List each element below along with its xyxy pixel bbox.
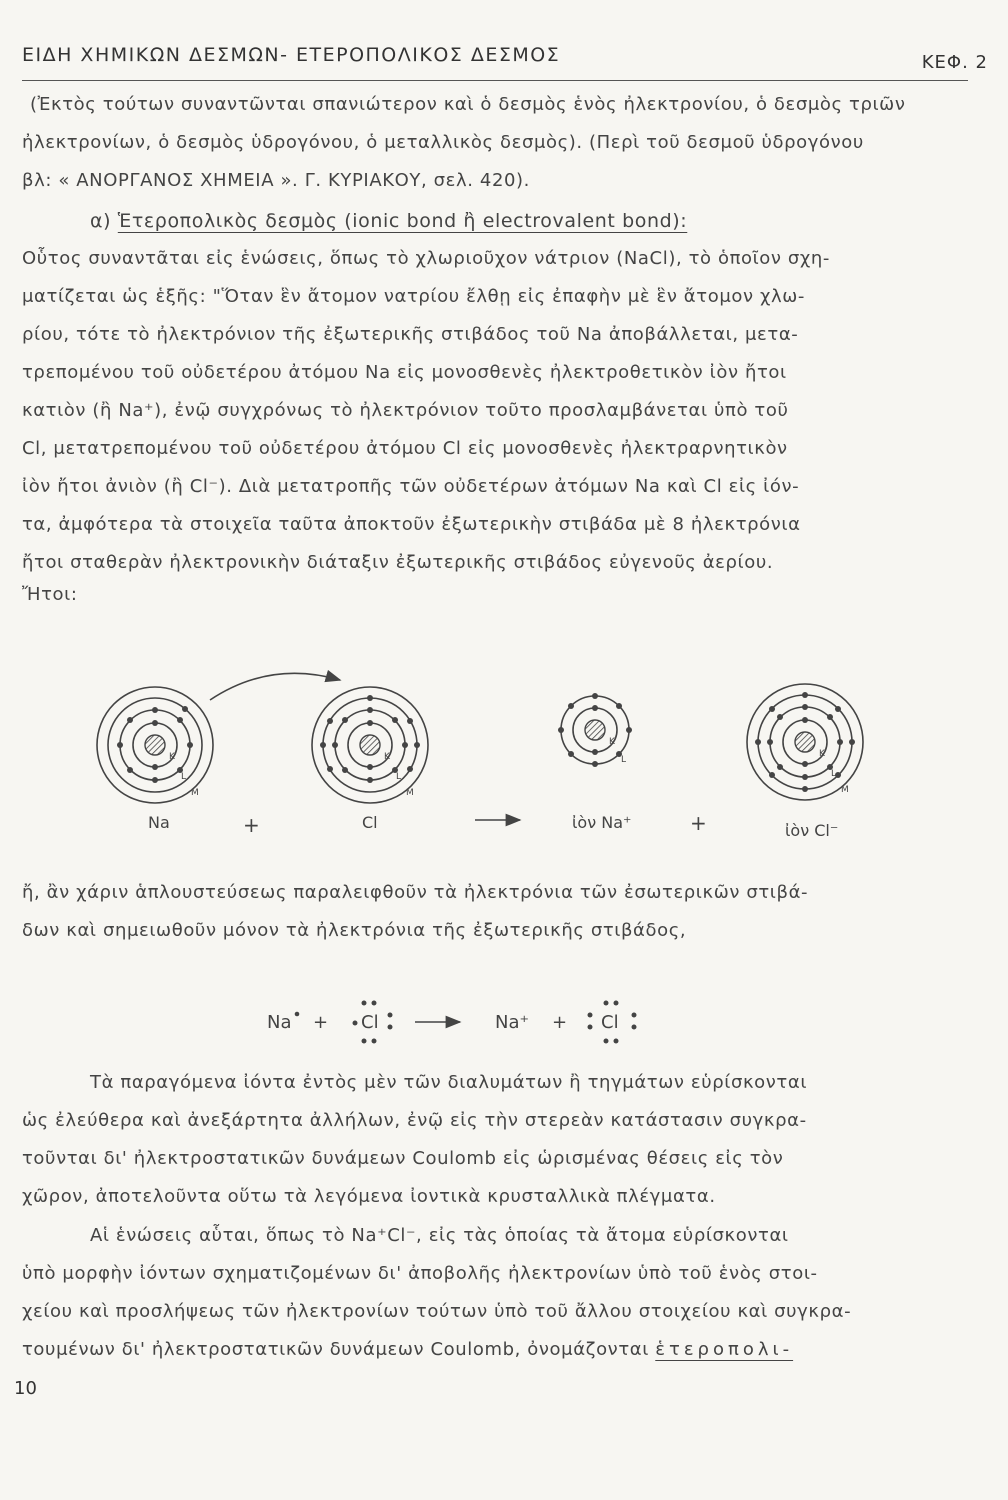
na-atom [97, 687, 213, 803]
shell-l-label: L [181, 772, 187, 782]
shell-l-label: L [396, 772, 402, 782]
paragraph-line: ρίου, τότε τὸ ἠλεκτρόνιον τῆς ἐξωτερικῆς στιβάδος τοῦ Na ἀποβάλλεται, μετα- [22, 324, 799, 345]
intro-line: (Ἐκτὸς τούτων συναντῶνται σπανιώτερον καὶ ὁ δεσμὸς ἑνὸς ἠλεκτρονίου, ὁ δεσμὸς τριῶν [30, 94, 906, 115]
eq-na: Na [267, 1012, 292, 1033]
paragraph-line: χείου καὶ προσλήψεως τῶν ἠλεκτρονίων τούτων ὑπὸ τοῦ ἄλλου στοιχείου καὶ συγκρα- [22, 1301, 852, 1322]
shell-l-label: L [831, 769, 837, 779]
eq-plus-2: + [552, 1012, 568, 1033]
shell-m-label: M [191, 788, 199, 798]
shell-k-label: K [169, 752, 175, 762]
eq-cl-ion: Cl [601, 1012, 619, 1033]
electron-transfer-arrow [210, 673, 340, 700]
page-title: ΕΙΔΗ ΧΗΜΙΚΩΝ ΔΕΣΜΩΝ- ΕΤΕΡΟΠΟΛΙΚΟΣ ΔΕΣΜΟΣ [22, 44, 561, 66]
label-plus-2: + [690, 811, 707, 835]
intro-line: ἠλεκτρονίων, ὁ δεσμὸς ὑδρογόνου, ὁ μεταλλικὸς δεσμὸς). (Περὶ τοῦ δεσμοῦ ὑδρογόνου [22, 132, 864, 153]
label-plus-1: + [243, 813, 260, 837]
label-na-ion: ἰὸν Na⁺ [572, 813, 632, 832]
paragraph-line: ἰὸν ἤτοι ἀνιὸν (ἢ Cl⁻). Διὰ μετατροπῆς τῶν οὐδετέρων ἀτόμων Na καὶ Cl εἰς ἰόν- [22, 476, 800, 497]
paragraph-line: ἤτοι σταθερὰν ἠλεκτρονικὴν διάταξιν ἐξωτερικῆς στιβάδος εὐγενοῦς ἀερίου. [22, 552, 774, 573]
shell-k-label: K [819, 749, 825, 759]
eq-cl: Cl [361, 1012, 379, 1033]
eq-na-ion: Na⁺ [495, 1012, 529, 1033]
shell-m-label: M [406, 788, 414, 798]
ionic-bond-diagram [0, 650, 1008, 890]
cl-ion [747, 684, 863, 800]
shell-k-label: K [609, 737, 615, 747]
paragraph-line: τοῦνται δι' ἠλεκτροστατικῶν δυνάμεων Coulomb εἰς ὡρισμένας θέσεις εἰς τὸν [22, 1148, 784, 1169]
chapter-label: ΚΕΦ. 2 [921, 52, 988, 73]
paragraph-line: ὡς ἐλεύθερα καὶ ἀνεξάρτητα ἀλλήλων, ἐνῷ εἰς τὴν στερεὰν κατάστασιν συγκρα- [22, 1110, 807, 1131]
lewis-equation [0, 985, 1008, 1055]
paragraph-line: ματίζεται ὡς ἑξῆς: "Ὅταν ἓν ἄτομον νατρίου ἔλθῃ εἰς ἐπαφὴν μὲ ἓν ἄτομον χλω- [22, 286, 805, 307]
paragraph-line: Ἤτοι: [22, 584, 78, 605]
intro-line: βλ: « ΑΝΟΡΓΑΝΟΣ ΧΗΜΕΙΑ ». Γ. ΚΥΡΙΑΚΟΥ, σελ. 420). [22, 170, 530, 191]
paragraph-line: χῶρον, ἀποτελοῦντα οὕτω τὰ λεγόμενα ἰοντικὰ κρυσταλλικὰ πλέγματα. [22, 1186, 716, 1207]
shell-k-label: K [384, 752, 390, 762]
section-heading [90, 210, 978, 232]
eq-plus-1: + [313, 1012, 329, 1033]
section-prefix: α) [90, 210, 118, 232]
paragraph-line: ἤ, ἂν χάριν ἁπλουστεύσεως παραλειφθοῦν τὰ ἠλεκτρόνια τῶν ἐσωτερικῶν στιβά- [22, 882, 809, 903]
paragraph-line: δων καὶ σημειωθοῦν μόνον τὰ ἠλεκτρόνια τῆς ἐξωτερικῆς στιβάδος, [22, 920, 687, 941]
cl-atom [312, 687, 428, 803]
shell-m-label: M [841, 785, 849, 795]
paragraph-line: Αἱ ἑνώσεις αὗται, ὅπως τὸ Na⁺Cl⁻, εἰς τὰς ὁποίας τὰ ἄτομα εὑρίσκονται [90, 1225, 789, 1246]
paragraph-line-text: τουμένων δι' ἠλεκτροστατικῶν δυνάμεων Coulomb, ὀνομάζονται [22, 1339, 649, 1360]
paragraph-line: τρεπομένου τοῦ οὐδετέρου ἀτόμου Na εἰς μονοσθενὲς ἠλεκτροθετικὸν ἰὸν ἤτοι [22, 362, 787, 383]
shell-l-label: L [621, 755, 627, 765]
paragraph-line: ὑπὸ μορφὴν ἰόντων σχηματιζομένων δι' ἀποβολῆς ἠλεκτρονίων ὑπὸ τοῦ ἑνὸς στοι- [22, 1263, 818, 1284]
label-cl: Cl [362, 813, 378, 832]
label-cl-ion: ἰὸν Cl⁻ [785, 821, 839, 840]
paragraph-line: τα, ἀμφότερα τὰ στοιχεῖα ταῦτα ἀποκτοῦν ἐξωτερικὴν στιβάδα μὲ 8 ἠλεκτρόνια [22, 514, 801, 535]
paragraph-line [22, 1339, 978, 1361]
section-heading-text: Ἑτεροπολικὸς δεσμὸς (ionic bond ἢ electrovalent bond): [117, 210, 688, 232]
page-header [22, 40, 988, 81]
na-ion [558, 693, 632, 767]
page-number: 10 [14, 1378, 37, 1399]
label-na: Na [148, 813, 170, 832]
term-heteropolar: ἑτεροπολι- [655, 1339, 794, 1360]
paragraph-line: κατιὸν (ἢ Na⁺), ἐνῷ συγχρόνως τὸ ἠλεκτρόνιον τοῦτο προσλαμβάνεται ὑπὸ τοῦ [22, 400, 789, 421]
paragraph-line: Cl, μετατρεπομένου τοῦ οὐδετέρου ἀτόμου Cl εἰς μονοσθενὲς ἠλεκτραρνητικὸν [22, 438, 788, 459]
paragraph-line: Τὰ παραγόμενα ἰόντα ἐντὸς μὲν τῶν διαλυμάτων ἢ τηγμάτων εὑρίσκονται [90, 1072, 808, 1093]
paragraph-line: Οὗτος συναντᾶται εἰς ἑνώσεις, ὅπως τὸ χλωριοῦχον νάτριον (NaCl), τὸ ὁποῖον σχη- [22, 248, 831, 269]
